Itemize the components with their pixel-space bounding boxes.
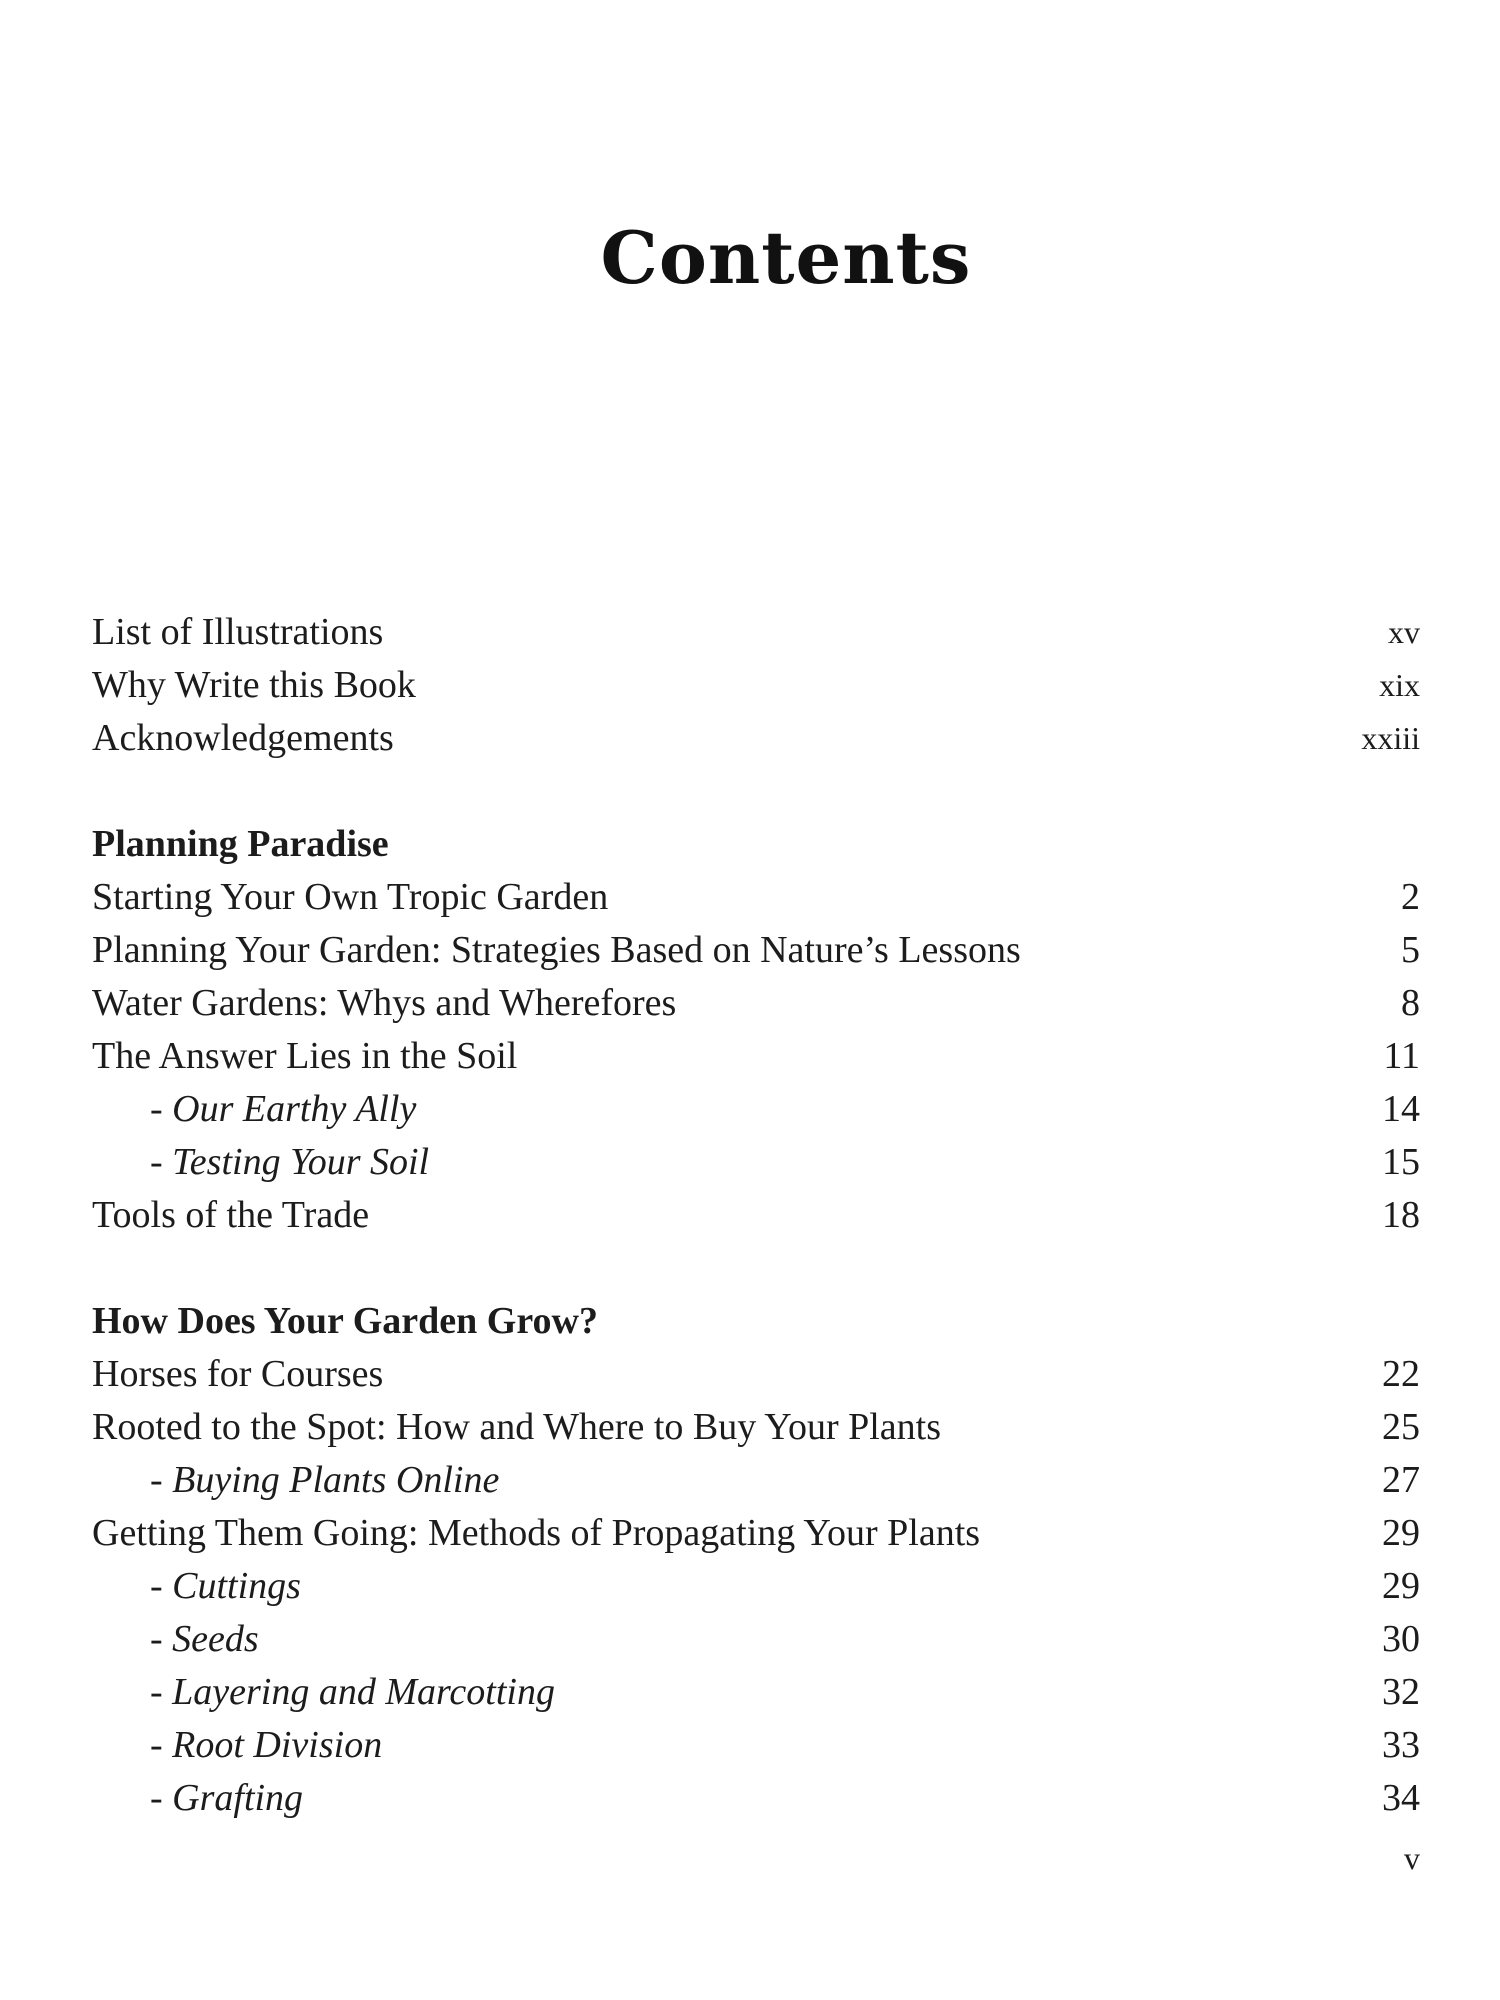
toc-entry-label: Starting Your Own Tropic Garden: [92, 876, 609, 918]
page-number: v: [1404, 1840, 1420, 1876]
toc-entry-page: 22: [1382, 1353, 1420, 1395]
page-title: Contents: [600, 215, 972, 300]
toc-subentry: [92, 1136, 1420, 1188]
toc-entry-label: Horses for Courses: [92, 1353, 384, 1395]
toc-entry: [92, 1401, 1420, 1453]
toc-entry: [92, 977, 1420, 1029]
toc-entry-page: 33: [1382, 1724, 1420, 1766]
toc-entry-page: 25: [1382, 1406, 1420, 1448]
toc-subentry: [92, 1083, 1420, 1135]
toc-entry: [92, 1348, 1420, 1400]
toc-subentry: [92, 1613, 1420, 1665]
toc-entry-page: 5: [1401, 929, 1420, 971]
toc-subentry-label: - Grafting: [150, 1777, 304, 1819]
toc-entry-page: 15: [1382, 1141, 1420, 1183]
toc-entry-label: Getting Them Going: Methods of Propagating Your Plants: [92, 1512, 981, 1554]
toc-entry-label: Acknowledgements: [92, 717, 394, 759]
toc-entry: [92, 712, 1420, 764]
toc-entry-page: 30: [1382, 1618, 1420, 1660]
toc-subentry: [92, 1454, 1420, 1506]
toc-subentry: [92, 1666, 1420, 1718]
toc-entry-page: 14: [1382, 1088, 1420, 1130]
toc-subentry-label: - Cuttings: [150, 1565, 301, 1607]
toc-entry-page: 29: [1382, 1565, 1420, 1607]
toc-subentry-label: - Root Division: [150, 1724, 383, 1766]
toc-entry-label: List of Illustrations: [92, 611, 384, 653]
toc-entry: [92, 1030, 1420, 1082]
toc-entry-page: 8: [1401, 982, 1420, 1024]
toc-entry-page: 27: [1382, 1459, 1420, 1501]
toc-entry-label: Planning Your Garden: Strategies Based on Nature’s Lessons: [92, 929, 1021, 971]
section-heading: Planning Paradise: [92, 823, 389, 865]
toc-entry-label: Why Write this Book: [92, 664, 416, 706]
toc-entry-page: xxiii: [1361, 720, 1420, 756]
toc-entry: [92, 871, 1420, 923]
toc-entry-label: The Answer Lies in the Soil: [92, 1035, 518, 1077]
toc-entry-page: xix: [1379, 667, 1420, 703]
toc-subentry: [92, 1560, 1420, 1612]
toc-subentry-label: - Testing Your Soil: [150, 1141, 430, 1183]
toc-entry-label: Water Gardens: Whys and Wherefores: [92, 982, 677, 1024]
toc-entry-label: Tools of the Trade: [92, 1194, 370, 1236]
toc-entry: [92, 1507, 1420, 1559]
toc-entry: [92, 1189, 1420, 1241]
toc-entry-page: 2: [1401, 876, 1420, 918]
toc-entry: [92, 606, 1420, 658]
toc-entry-page: 29: [1382, 1512, 1420, 1554]
toc-entry-label: Rooted to the Spot: How and Where to Buy Your Plants: [92, 1406, 942, 1448]
toc-entry-page: xv: [1388, 614, 1420, 650]
toc-subentry-label: - Seeds: [150, 1618, 259, 1660]
toc-entry: [92, 924, 1420, 976]
toc-subentry: [92, 1772, 1420, 1824]
section-heading: How Does Your Garden Grow?: [92, 1300, 598, 1342]
toc-entry-page: 32: [1382, 1671, 1420, 1713]
toc-subentry-label: - Buying Plants Online: [150, 1459, 500, 1501]
toc-subentry-label: - Layering and Marcotting: [150, 1671, 555, 1713]
toc-entry-page: 18: [1382, 1194, 1420, 1236]
toc-entry-page: 34: [1382, 1777, 1420, 1819]
toc-subentry-label: - Our Earthy Ally: [150, 1088, 417, 1130]
toc-subentry: [92, 1719, 1420, 1771]
toc-entry-page: 11: [1383, 1035, 1420, 1077]
toc-entry: [92, 659, 1420, 711]
